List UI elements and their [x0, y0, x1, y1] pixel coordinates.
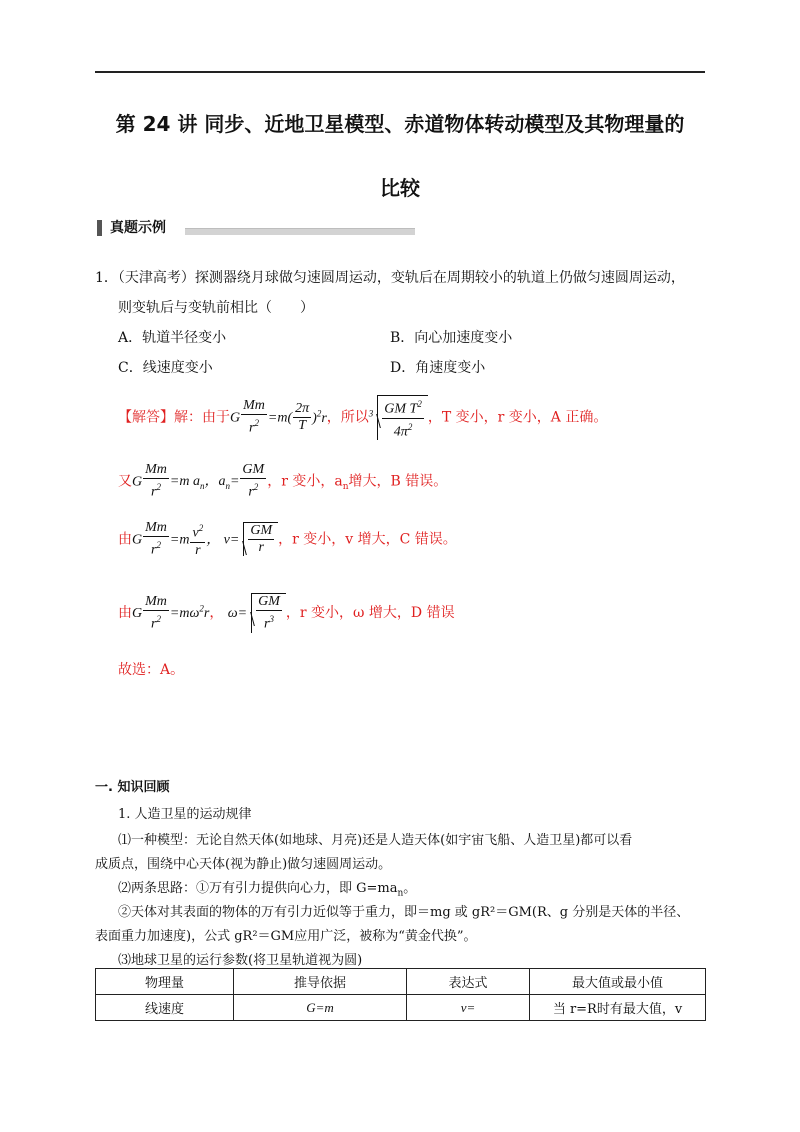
table-row — [96, 995, 706, 1021]
knowledge-p3: ②天体对其表面的物体的万有引力近似等于重力，即＝mg 或 gR²＝GM(R、g 分别是天体的半径、 — [118, 905, 690, 920]
section-title: 真题示例 — [110, 220, 166, 236]
option-d: D．角速度变小 — [390, 360, 486, 376]
page-title: 第 24 讲 同步、近地卫星模型、赤道物体转动模型及其物理量的 — [115, 112, 685, 136]
knowledge-p3-cont: 表面重力加速度)，公式 gR²＝GM应用广泛，被称为“黄金代换”。 — [95, 929, 477, 944]
section-rule — [185, 228, 415, 235]
answer-line-1: 【解答】解：由于G $\frac{Mm}{r^2}$ =m( $\frac{2\pi}{T}$ )$^2$r，所以$^3$ $\frac{GM T^2}{4\pi^2}$ ，T 变小，r 变小，A 正确。 — [118, 395, 607, 440]
knowledge-item-1: 1. 人造卫星的运动规律 — [118, 807, 252, 822]
answer-line-4: 由G $\frac{Mm}{r^2}$ $=m\omega^2r$， ω= $\frac{GM}{r^3}$ ，r 变小，ω 增大，D 错误 — [118, 593, 455, 632]
table-cell: G=m — [234, 995, 407, 1021]
table-header: 推导依据 — [234, 969, 407, 995]
table-header: 表达式 — [407, 969, 530, 995]
table-cell: 当 r=R时有最大值，v — [530, 995, 706, 1021]
table-header: 物理量 — [96, 969, 234, 995]
question-stem-cont: 则变轨后与变轨前相比（ ） — [118, 300, 314, 316]
question-stem: 1．（天津高考）探测器绕月球做匀速圆周运动，变轨后在周期较小的轨道上仍做匀速圆周运动， — [95, 270, 685, 286]
option-a: A．轨道半径变小 — [118, 330, 227, 346]
knowledge-p2: ⑵两条思路：①万有引力提供向心力，即 $G=ma_n$。 — [118, 881, 417, 899]
answer-final: 故选：A。 — [118, 662, 185, 678]
answer-line-2: 又G $\frac{Mm}{r^2}$ =m $a_n$，$a_n=$ $\frac{GM}{r^2}$ ，r 变小，$a_n$增大，B 错误。 — [118, 462, 448, 500]
table-header: 最大值或最小值 — [530, 969, 706, 995]
knowledge-heading: 一. 知识回顾 — [95, 780, 170, 795]
section-marker — [97, 220, 102, 236]
option-c: C．线速度变小 — [118, 360, 213, 376]
page-title-cont: 比较 — [380, 176, 420, 200]
answer-line-3: 由G $\frac{Mm}{r^2}$ =m $\frac{v^2}{r}$ ， v= $\frac{GM}{r}$ ，r 变小，v 增大，C 错误。 — [118, 520, 457, 558]
table-cell: 线速度 — [96, 995, 234, 1021]
table-header-row — [96, 969, 706, 995]
knowledge-p1: ⑴一种模型：无论自然天体(如地球、月亮)还是人造天体(如宇宙飞船、人造卫星)都可以看 — [118, 833, 633, 848]
knowledge-p4: ⑶地球卫星的运行参数(将卫星轨道视为圆) — [118, 953, 363, 968]
params-table — [95, 968, 706, 1021]
top-rule — [95, 71, 705, 73]
knowledge-p1-cont: 成质点，围绕中心天体(视为静止)做匀速圆周运动。 — [95, 857, 392, 872]
option-b: B．向心加速度变小 — [390, 330, 513, 346]
table-cell: v= — [407, 995, 530, 1021]
